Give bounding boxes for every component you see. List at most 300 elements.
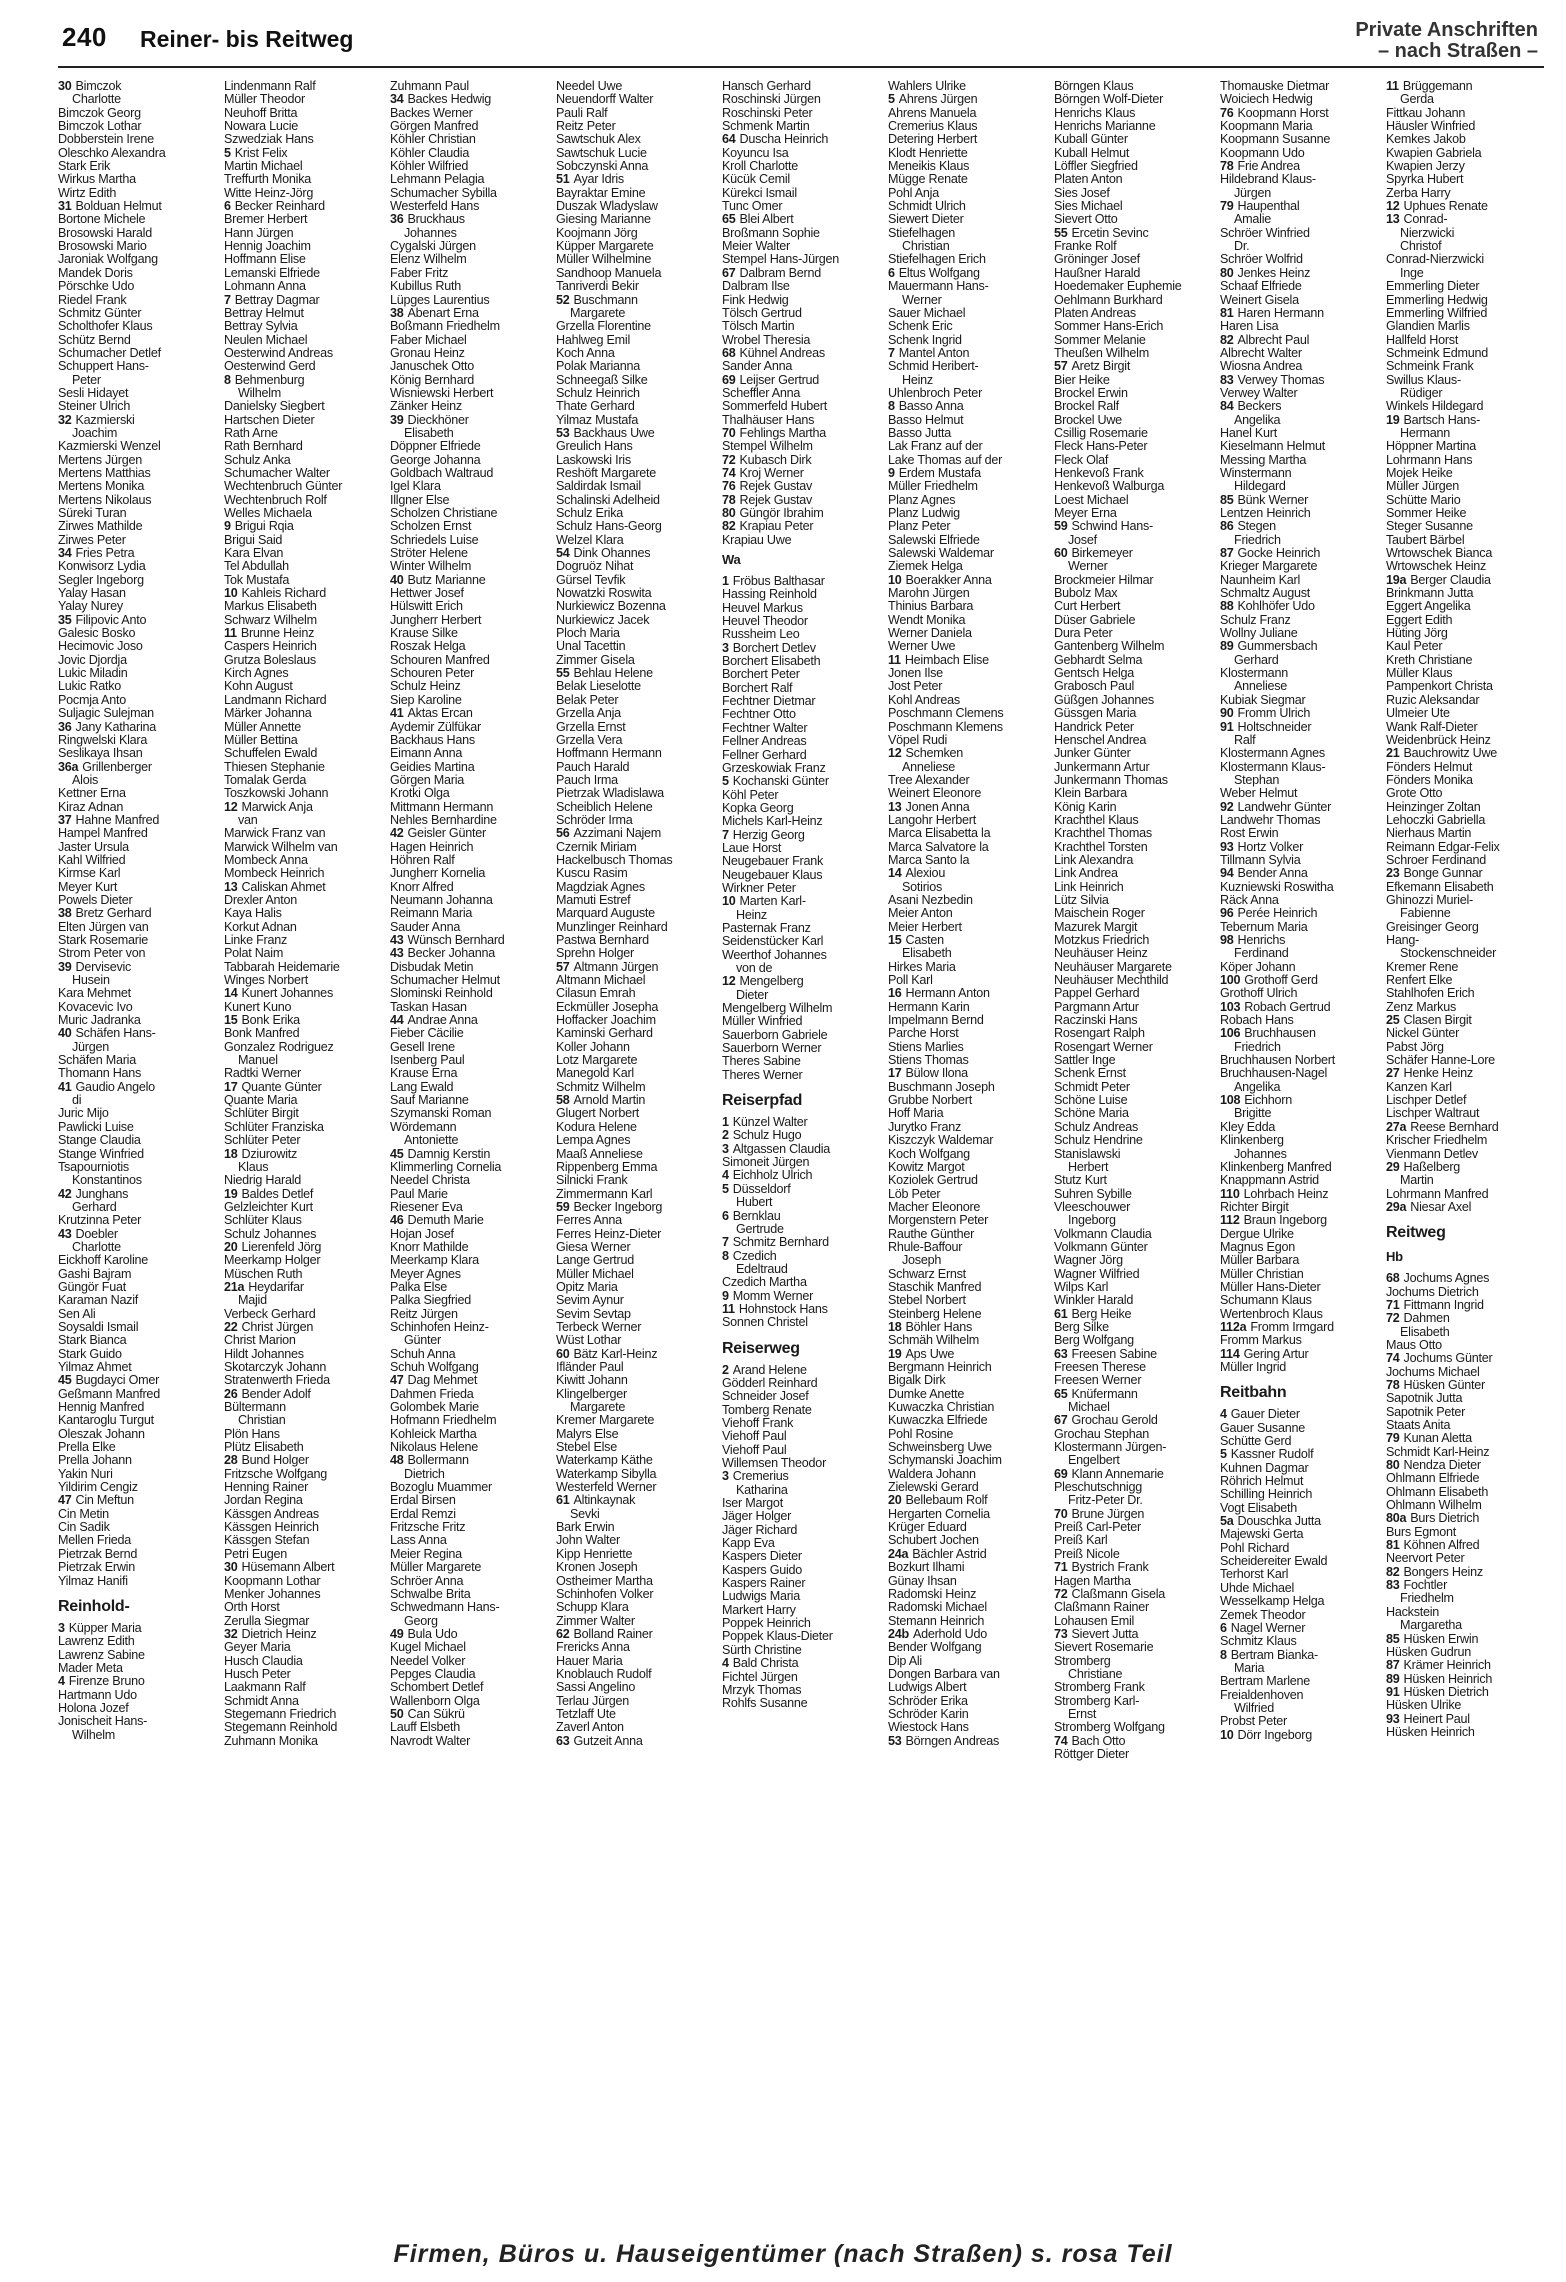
resident-entry (1386, 147, 1548, 160)
resident-entry (1054, 1201, 1216, 1214)
resident-name: Wendt Monika (888, 613, 966, 627)
resident-name: Wirkner Peter (722, 881, 796, 895)
resident-name: Roschinski Jürgen (722, 93, 821, 107)
resident-entry (224, 1161, 386, 1174)
resident-name: Schuppert Hans- (58, 360, 149, 374)
resident-name: Claßmann Gisela (1071, 1587, 1166, 1601)
resident-name: Kunert Johannes (241, 987, 333, 1001)
resident-entry (58, 1201, 220, 1214)
resident-name: Fieber Cäcilie (390, 1027, 464, 1041)
resident-name: Tanriverdi Bekir (556, 280, 639, 294)
resident-entry (556, 1708, 718, 1721)
resident-name: Stromberg Karl- (1054, 1694, 1140, 1708)
resident-entry (224, 1668, 386, 1681)
resident-entry (888, 1148, 1050, 1161)
house-number: 32 (58, 413, 72, 427)
resident-entry (722, 962, 884, 975)
resident-name: Landwehr Thomas (1220, 813, 1321, 827)
resident-name: Stiens Thomas (888, 1054, 969, 1068)
resident-name: Stahlhofen Erich (1386, 987, 1475, 1001)
resident-entry (58, 694, 220, 707)
resident-entry (1054, 360, 1216, 373)
resident-name: Stromberg Wolfgang (1054, 1721, 1165, 1735)
resident-entry (556, 987, 718, 1000)
house-number: 9 (888, 466, 895, 480)
resident-entry (1054, 534, 1216, 547)
resident-name: Birkemeyer (1071, 547, 1133, 561)
resident-name: Pietrzak Erwin (58, 1561, 135, 1575)
resident-name: Marten Karl- (739, 895, 806, 909)
resident-name: Pampenkort Christa (1386, 680, 1493, 694)
resident-name: Ruzic Aleksandar (1386, 693, 1480, 707)
resident-name: Tree Alexander (888, 773, 970, 787)
resident-name: Dietrich Heinz (241, 1627, 317, 1641)
resident-entry (1386, 801, 1548, 814)
house-number: 87 (1220, 547, 1234, 561)
resident-entry (1054, 1361, 1216, 1374)
resident-name: Opitz Maria (556, 1280, 618, 1294)
resident-entry (1054, 627, 1216, 640)
resident-entry (556, 467, 718, 480)
resident-entry (888, 1241, 1050, 1254)
resident-name: Zenz Markus (1386, 1000, 1457, 1014)
resident-entry (556, 280, 718, 293)
resident-name: Schmitz Klaus (1220, 1635, 1297, 1649)
resident-name: Elisabeth (1400, 1325, 1450, 1339)
resident-name: Christ Jürgen (241, 1320, 314, 1334)
resident-name: Kaminski Gerhard (556, 1027, 653, 1041)
resident-name: Caliskan Ahmet (241, 880, 326, 894)
resident-entry (390, 253, 552, 266)
resident-name: Brosowski Mario (58, 240, 147, 254)
resident-name: Schwalbe Brita (390, 1587, 471, 1601)
resident-entry (58, 334, 220, 347)
resident-entry (888, 907, 1050, 920)
resident-entry (888, 1321, 1050, 1334)
resident-entry (224, 400, 386, 413)
resident-name: Stebel Else (556, 1441, 617, 1455)
house-number: 65 (1054, 1387, 1068, 1401)
resident-entry (224, 1254, 386, 1267)
resident-name: Tabbarah Heidemarie (224, 960, 340, 974)
resident-entry (1386, 334, 1548, 347)
resident-entry (722, 160, 884, 173)
resident-entry (390, 147, 552, 160)
resident-name: Michels Karl-Heinz (722, 815, 823, 829)
resident-name: Duscha Heinrich (739, 133, 829, 147)
house-number: 5 (722, 1182, 729, 1196)
resident-name: Altmann Jürgen (573, 960, 659, 974)
resident-entry (556, 187, 718, 200)
resident-name: Schröer Wolfrid (1220, 253, 1303, 267)
resident-entry (390, 280, 552, 293)
resident-name: Butz Marianne (407, 573, 486, 587)
resident-entry (1386, 854, 1548, 867)
resident-name: Neuhoff Britta (224, 106, 298, 120)
resident-name: Knüfermann (1071, 1387, 1138, 1401)
resident-name: Munzlinger Reinhard (556, 920, 668, 934)
resident-entry (888, 1441, 1050, 1454)
resident-name: Hennig Joachim (224, 240, 311, 254)
resident-entry (224, 761, 386, 774)
resident-entry (1220, 1675, 1382, 1688)
resident-name: Hallfeld Horst (1386, 333, 1459, 347)
resident-entry (224, 1014, 386, 1027)
resident-entry (888, 1414, 1050, 1427)
resident-entry (1054, 1228, 1216, 1241)
resident-entry (722, 682, 884, 695)
house-number: 7 (224, 293, 231, 307)
resident-entry (556, 427, 718, 440)
resident-entry (58, 1348, 220, 1361)
house-number: 16 (888, 987, 902, 1001)
resident-name: Koyuncu Isa (722, 146, 789, 160)
resident-name: Probst Peter (1220, 1715, 1287, 1729)
resident-name: Nendza Dieter (1403, 1459, 1481, 1473)
resident-name: Knorr Alfred (390, 880, 454, 894)
resident-entry (224, 1681, 386, 1694)
resident-name: Gauer Dieter (1230, 1408, 1300, 1422)
house-number: 45 (390, 1147, 404, 1161)
resident-entry (722, 213, 884, 226)
resident-entry (722, 789, 884, 802)
resident-name: Westerfeld Werner (556, 1481, 657, 1495)
house-number: 27a (1386, 1120, 1407, 1134)
resident-entry (224, 1615, 386, 1628)
resident-entry (1054, 320, 1216, 333)
resident-name: Reitz Jürgen (390, 1307, 458, 1321)
house-number: 52 (556, 293, 570, 307)
resident-entry (58, 427, 220, 440)
resident-name: Henkevoß Frank (1054, 466, 1144, 480)
resident-name: Taubert Bärbel (1386, 533, 1465, 547)
resident-entry (224, 1708, 386, 1721)
house-number: 36 (390, 213, 404, 227)
resident-name: Schäfer Hanne-Lore (1386, 1054, 1495, 1068)
resident-name: Räck Anna (1220, 893, 1279, 907)
resident-name: Waterkamp Sibylla (556, 1467, 657, 1481)
house-number: 3 (58, 1621, 65, 1635)
resident-name: Friedhelm (1400, 1592, 1454, 1606)
resident-name: Claßmann Rainer (1054, 1601, 1149, 1615)
resident-name: Grutza Boleslaus (224, 653, 316, 667)
resident-name: Bellebaum Rolf (905, 1494, 988, 1508)
resident-name: Kaspers Rainer (722, 1577, 806, 1591)
resident-name: Pleschutschnigg (1054, 1481, 1142, 1495)
resident-entry (224, 640, 386, 653)
resident-name: Görgen Maria (390, 773, 464, 787)
resident-entry (1386, 574, 1548, 587)
resident-entry (556, 1561, 718, 1574)
resident-name: Buschmann (573, 293, 638, 307)
resident-name: Pohl Anja (888, 186, 939, 200)
resident-entry (556, 827, 718, 840)
resident-name: Klein Barbara (1054, 787, 1128, 801)
resident-name: Strom Peter von (58, 947, 146, 961)
resident-entry (1386, 827, 1548, 840)
house-number: 57 (1054, 360, 1068, 374)
resident-name: Heinz (736, 908, 767, 922)
resident-name: Dogruöz Nihat (556, 560, 634, 574)
resident-name: Meier Walter (722, 240, 790, 254)
resident-entry (58, 1441, 220, 1454)
resident-name: Lindenmann Ralf (224, 80, 316, 93)
resident-entry (390, 307, 552, 320)
resident-name: Schumacher Detlef (58, 346, 161, 360)
resident-entry (390, 173, 552, 186)
resident-name: Simoneit Jürgen (722, 1156, 810, 1170)
resident-entry (390, 1494, 552, 1507)
resident-name: Christiane (1068, 1667, 1123, 1681)
house-number: 65 (722, 213, 736, 227)
resident-entry (888, 347, 1050, 360)
resident-entry (556, 347, 718, 360)
resident-name: Nowatzki Roswita (556, 587, 652, 601)
resident-entry (1054, 854, 1216, 867)
house-number: 13 (224, 880, 238, 894)
resident-name: Grzella Anja (556, 707, 621, 721)
house-number: 79 (1386, 1432, 1400, 1446)
resident-name: Can Sükrü (407, 1707, 465, 1721)
resident-name: Siewert Dieter (888, 213, 964, 227)
district-code: Wa (722, 552, 741, 568)
resident-name: Sattler Inge (1054, 1054, 1116, 1068)
resident-entry (1054, 213, 1216, 226)
resident-name: Kreth Christiane (1386, 653, 1473, 667)
house-number: 18 (224, 1147, 238, 1161)
resident-entry (224, 1148, 386, 1161)
resident-name: Wechtenbruch Rolf (224, 493, 327, 507)
resident-entry (390, 600, 552, 613)
house-number: 55 (1054, 226, 1068, 240)
resident-entry (1220, 787, 1382, 800)
resident-entry (722, 187, 884, 200)
house-number: 17 (224, 1080, 238, 1094)
resident-entry (58, 1689, 220, 1702)
resident-entry (1386, 374, 1548, 387)
resident-name: Pietrzak Bernd (58, 1547, 138, 1561)
resident-name: Fechtner Otto (722, 708, 796, 722)
resident-name: Markus Elisabeth (224, 600, 317, 614)
resident-name: Thinius Barbara (888, 600, 974, 614)
house-number: 21a (224, 1280, 245, 1294)
resident-name: Albrecht Walter (1220, 346, 1302, 360)
resident-entry (1386, 1419, 1548, 1432)
resident-entry (1386, 1054, 1548, 1067)
resident-name: Kässgen Stefan (224, 1534, 310, 1548)
resident-name: Ringwelski Klara (58, 733, 148, 747)
house-number: 76 (1220, 106, 1234, 120)
resident-name: Edeltraud (736, 1262, 788, 1276)
resident-name: Scheiblich Helene (556, 800, 653, 814)
house-number: 81 (1386, 1539, 1400, 1553)
resident-name: Backes Werner (390, 106, 473, 120)
house-number: 47 (390, 1374, 404, 1388)
resident-name: Stanislawski (1054, 1147, 1121, 1161)
resident-name: Sommer Hans-Erich (1054, 320, 1164, 334)
resident-entry (58, 213, 220, 226)
resident-name: Kwapien Gabriela (1386, 146, 1482, 160)
resident-entry (390, 1521, 552, 1534)
resident-name: Müller Annette (224, 720, 302, 734)
resident-entry (390, 1107, 552, 1120)
resident-entry (1220, 1689, 1382, 1702)
resident-entry (1054, 774, 1216, 787)
resident-name: Sevim Sevtap (556, 1307, 631, 1321)
house-number: 1 (722, 1116, 729, 1130)
resident-entry (390, 1468, 552, 1481)
resident-entry (224, 334, 386, 347)
resident-entry (556, 454, 718, 467)
resident-name: Stromberg (1054, 1654, 1111, 1668)
resident-name: Detering Herbert (888, 133, 978, 147)
resident-entry (1220, 440, 1382, 453)
resident-name: Borchert Detlev (732, 641, 816, 655)
resident-entry (58, 120, 220, 133)
resident-name: Pietrzak Wladislawa (556, 787, 664, 801)
resident-name: Majewski Gerta (1220, 1528, 1304, 1542)
resident-entry (1220, 1422, 1382, 1435)
house-number: 68 (1386, 1272, 1400, 1286)
resident-name: Husein (72, 974, 110, 988)
resident-name: Georg (404, 1614, 438, 1628)
resident-entry (1220, 400, 1382, 413)
resident-entry (224, 240, 386, 253)
resident-entry (722, 360, 884, 373)
resident-entry (224, 560, 386, 573)
resident-name: Oleszak Johann (58, 1427, 145, 1441)
resident-entry (1386, 107, 1548, 120)
resident-name: Mügge Renate (888, 173, 968, 187)
resident-name: Fönders Monika (1386, 773, 1473, 787)
resident-entry (888, 187, 1050, 200)
resident-name: Jost Peter (888, 680, 943, 694)
resident-name: Kodura Helene (556, 1120, 637, 1134)
resident-name: Fromm Irmgard (1250, 1320, 1334, 1334)
resident-name: Wünsch Bernhard (407, 934, 505, 947)
resident-name: Glugert Norbert (556, 1107, 640, 1121)
house-number: 4 (722, 1657, 729, 1671)
resident-entry (390, 787, 552, 800)
resident-entry (390, 587, 552, 600)
house-number: 78 (1386, 1378, 1400, 1392)
resident-name: Plön Hans (224, 1427, 280, 1441)
resident-name: Suljagic Sulejman (58, 707, 154, 721)
resident-name: Bolduan Helmut (75, 200, 162, 214)
resident-name: Antoniette (404, 1134, 459, 1148)
house-number: 56 (556, 827, 570, 841)
resident-entry (58, 881, 220, 894)
resident-name: Boerakker Anna (905, 573, 992, 587)
resident-name: Verbeck Gerhard (224, 1307, 316, 1321)
resident-name: Poll Karl (888, 974, 933, 988)
resident-name: Lehmann Pelagia (390, 173, 485, 187)
resident-name: Reese Bernhard (1410, 1120, 1499, 1134)
resident-entry (390, 987, 552, 1000)
resident-entry (58, 814, 220, 827)
resident-entry (58, 1548, 220, 1561)
resident-name: Köhler Claudia (390, 146, 470, 160)
resident-name: Jochums Günter (1403, 1352, 1493, 1366)
page-title: Reiner- bis Reitweg (140, 26, 354, 52)
resident-name: Schenk Ingrid (888, 333, 962, 347)
resident-name: Markert Harry (722, 1603, 796, 1617)
resident-entry (1220, 187, 1382, 200)
resident-name: Wilhelm (72, 1728, 116, 1742)
resident-entry (722, 107, 884, 120)
resident-name: Magdziak Agnes (556, 880, 645, 894)
resident-name: Hackstein (1386, 1605, 1440, 1619)
resident-name: Jäger Richard (722, 1523, 798, 1537)
resident-name: di (72, 1094, 82, 1108)
resident-name: Kroj Werner (739, 466, 804, 480)
resident-entry (722, 935, 884, 948)
resident-name: Gebhardt Selma (1054, 653, 1143, 667)
resident-entry (224, 680, 386, 693)
resident-name: Bugdayci Ömer (75, 1374, 160, 1388)
resident-entry (1386, 1713, 1548, 1726)
resident-name: Engelbert (1068, 1454, 1120, 1468)
resident-name: Johannes (1234, 1147, 1287, 1161)
resident-entry (1220, 560, 1382, 573)
resident-name: Schalinski Adelheid (556, 493, 660, 507)
resident-entry (390, 1428, 552, 1441)
resident-entry (1054, 1388, 1216, 1401)
resident-entry (390, 921, 552, 934)
resident-entry (1220, 1174, 1382, 1187)
resident-entry (390, 761, 552, 774)
resident-name: Wrtowschek Heinz (1386, 560, 1487, 574)
resident-name: Brigui Rqia (234, 520, 294, 534)
resident-name: Wilps Karl (1054, 1280, 1109, 1294)
resident-name: Ohlmann Wilhelm (1386, 1499, 1482, 1513)
resident-name: Dalbram Bernd (739, 266, 821, 280)
resident-entry (888, 1268, 1050, 1281)
resident-entry (556, 1281, 718, 1294)
resident-entry (888, 987, 1050, 1000)
resident-name: Oehlmann Burkhard (1054, 293, 1163, 307)
resident-entry (390, 534, 552, 547)
resident-name: Friedrich (1234, 1040, 1281, 1054)
resident-name: Fechtner Walter (722, 721, 808, 735)
resident-entry (1220, 1081, 1382, 1094)
resident-entry (58, 200, 220, 213)
house-number: 53 (888, 1734, 902, 1748)
resident-entry (390, 427, 552, 440)
resident-entry (1386, 1499, 1548, 1512)
resident-name: Powels Dieter (58, 893, 133, 907)
resident-name: Wirtz Edith (58, 186, 117, 200)
house-number: 106 (1220, 1027, 1241, 1041)
resident-name: Terhorst Karl (1220, 1568, 1289, 1582)
resident-name: Böhler Hans (905, 1320, 973, 1334)
resident-entry (58, 294, 220, 307)
house-number: 10 (722, 895, 736, 909)
resident-name: Henrichs Klaus (1054, 106, 1136, 120)
resident-name: Rohlfs Susanne (722, 1697, 808, 1711)
house-number: 22 (224, 1320, 238, 1334)
resident-entry (224, 107, 386, 120)
resident-name: Gauer Susanne (1220, 1421, 1305, 1435)
resident-name: Schäfen Maria (58, 1054, 136, 1068)
resident-entry (390, 1361, 552, 1374)
resident-name: Bretz Gerhard (75, 907, 152, 921)
resident-entry (58, 867, 220, 880)
resident-name: Sauer Michael (888, 306, 966, 320)
resident-name: Aydemir Zülfükar (390, 720, 481, 734)
resident-name: Verwey Walter (1220, 386, 1298, 400)
resident-entry (58, 1481, 220, 1494)
